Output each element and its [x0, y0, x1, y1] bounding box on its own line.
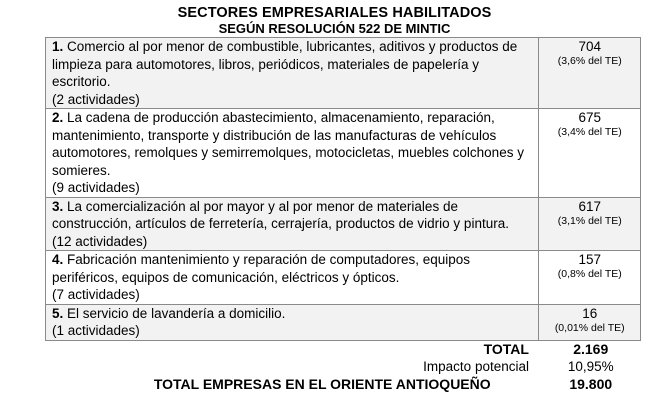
sector-description: Fabricación mantenimiento y reparación de computadores, equipos periféricos, equipos de comunicación, eléctricos y ópticos. [52, 252, 471, 285]
sector-row-4 [46, 251, 641, 305]
sector-row-5 [46, 304, 641, 340]
sector-count: 704 [578, 39, 601, 54]
sector-row-1 [46, 38, 641, 109]
sector-activities: (1 actividades) [52, 323, 140, 338]
sector-value-cell [539, 109, 641, 198]
sector-index: 2. [52, 110, 64, 125]
grand-total-label: TOTAL EMPRESAS EN EL ORIENTE ANTIOQUEÑO [153, 375, 491, 392]
page-subtitle: SEGÚN RESOLUCIÓN 522 DE MINTIC [218, 21, 451, 36]
sector-value-cell [539, 38, 641, 109]
sector-index: 3. [52, 198, 64, 214]
sector-index: 1. [52, 39, 64, 54]
sector-value-cell [539, 251, 641, 305]
sector-activities: (12 actividades) [52, 233, 148, 249]
sector-share: (0,8% del TE) [557, 268, 622, 280]
sectors-table [45, 37, 641, 393]
total-label: TOTAL [46, 340, 539, 358]
sector-value-cell [539, 197, 641, 251]
sector-index: 5. [52, 305, 64, 321]
sector-index: 4. [52, 252, 64, 267]
sector-description-cell [46, 251, 539, 305]
sector-activities: (7 actividades) [52, 287, 140, 302]
grand-total-row [46, 376, 641, 394]
grand-total-value: 19.800 [569, 375, 613, 392]
impact-row [46, 358, 641, 376]
sector-activities: (9 actividades) [52, 180, 140, 195]
sector-value-cell [539, 304, 641, 340]
sector-share: (3,6% del TE) [557, 55, 622, 67]
sector-share: (3,1% del TE) [557, 214, 622, 227]
sector-description: La comercialización al por mayor y al por menor de materiales de construcción, artículos de ferretería, cerrajería, productos de vidrio y pintura. [52, 198, 509, 231]
sector-activities: (2 actividades) [52, 91, 140, 107]
total-value: 2.169 [539, 340, 641, 358]
sector-description: La cadena de producción abastecimiento, almacenamiento, reparación, mantenimiento, transporte y distribución de las manufacturas de vehículos automotores, remolques y semirremolques, motocicletas, muebles colchones y somieres. [52, 110, 524, 178]
page-title: SECTORES EMPRESARIALES HABILITADOS [177, 5, 492, 21]
sector-share: (0,01% del TE) [554, 321, 625, 334]
sector-count: 16 [582, 305, 598, 321]
impact-label: Impacto potencial [423, 359, 529, 374]
sector-count: 675 [578, 110, 601, 125]
sector-description-cell [46, 109, 539, 198]
total-row [46, 340, 641, 358]
sector-description: El servicio de lavandería a domicilio. [67, 305, 286, 321]
sector-count: 617 [578, 198, 601, 214]
sector-description: Comercio al por menor de combustible, lubricantes, aditivos y productos de limpieza para automotores, libros, periódicos, materiales de papelería y escritorio. [52, 39, 518, 89]
sector-row-3 [46, 197, 641, 251]
sector-count: 157 [578, 252, 601, 267]
sector-description-cell [46, 38, 539, 109]
sector-description-cell [46, 197, 539, 251]
sector-row-2 [46, 109, 641, 198]
impact-value: 10,95% [567, 359, 614, 374]
sector-share: (3,4% del TE) [557, 126, 622, 138]
sector-description-cell [46, 304, 539, 340]
